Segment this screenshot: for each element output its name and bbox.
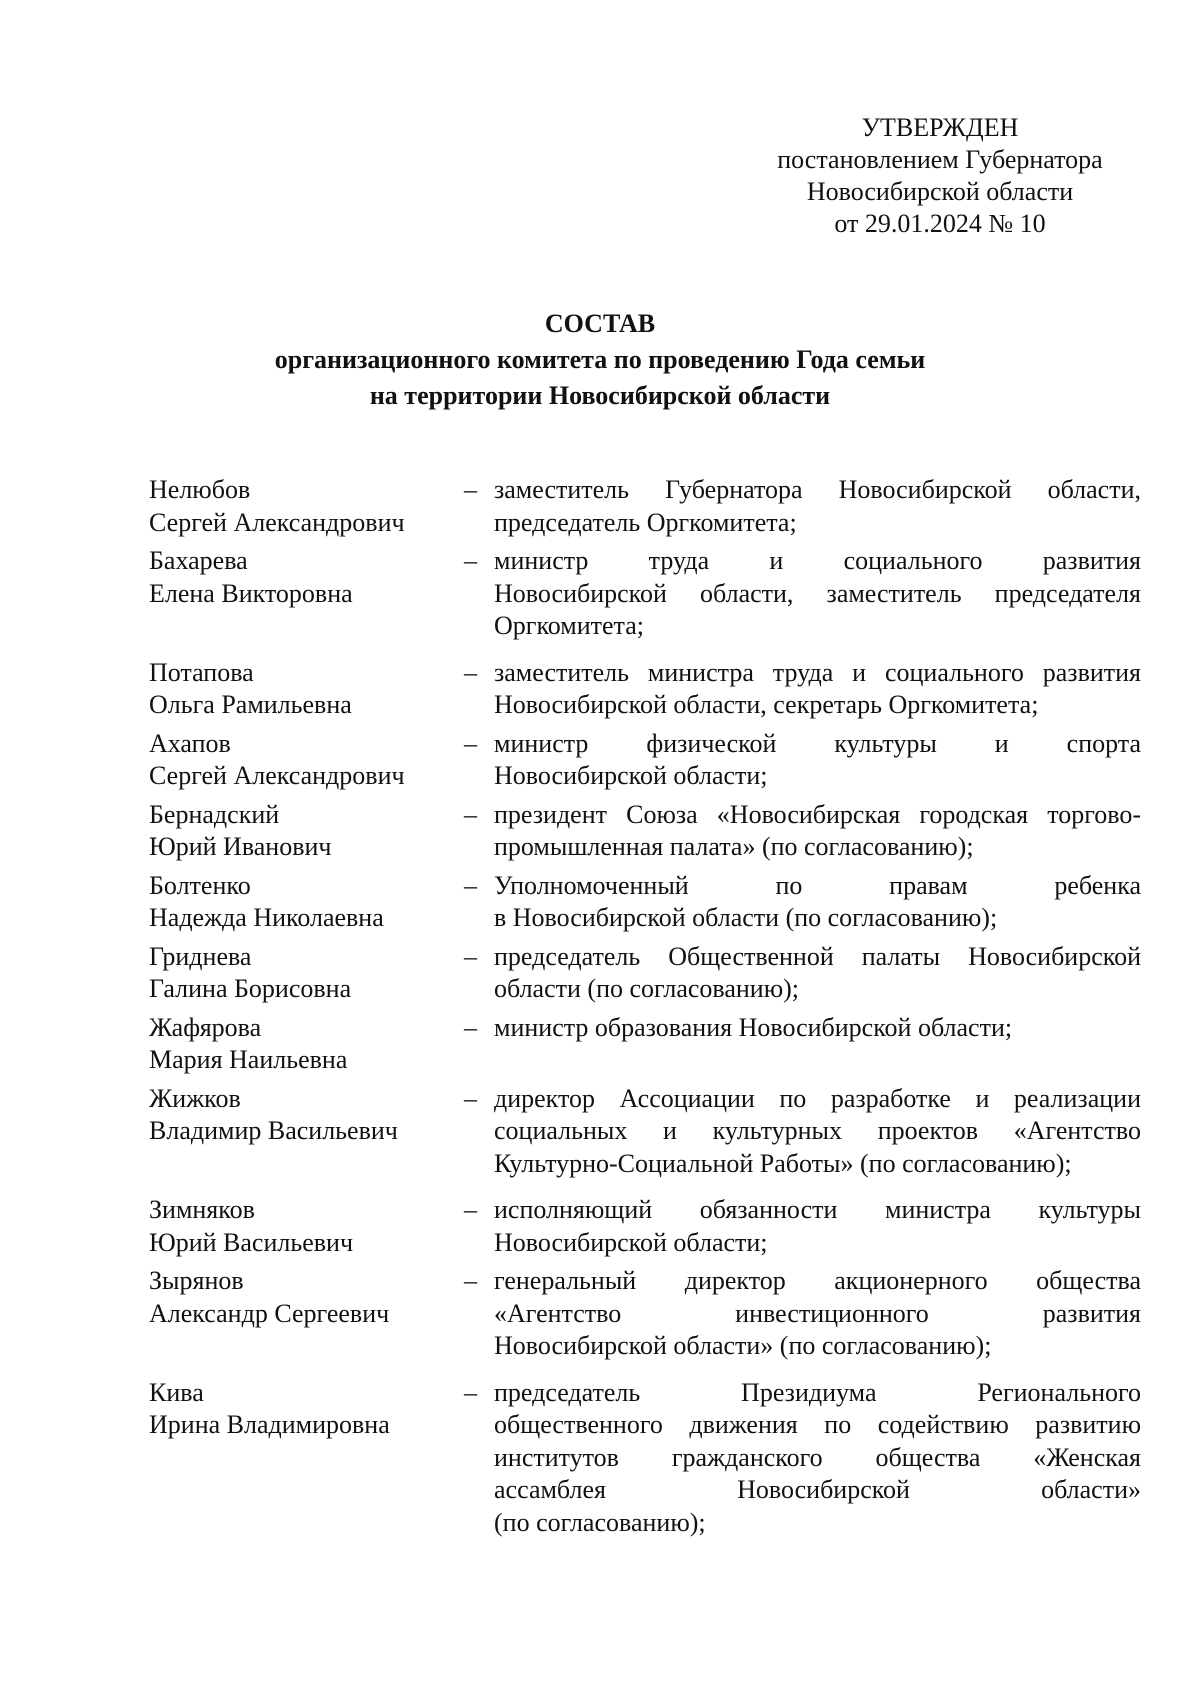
member-role-line: ассамблея Новосибирской области» xyxy=(494,1475,1141,1504)
member-role-line: Новосибирской области, секретарь Оргкомитета; xyxy=(494,690,1039,719)
member-surname: Болтенко xyxy=(149,870,251,900)
member-role xyxy=(494,728,1141,793)
member-name xyxy=(149,728,464,793)
member-name xyxy=(149,799,464,864)
approval-block xyxy=(735,112,1145,240)
member-name xyxy=(149,1377,464,1540)
member-given-name: Сергей Александрович xyxy=(149,507,405,537)
member-given-name: Сергей Александрович xyxy=(149,761,405,790)
member-role-line: Культурно-Социальной Работы» (по согласованию); xyxy=(494,1148,1072,1178)
member-dash: – xyxy=(464,1012,477,1042)
member-role-line: Новосибирской области; xyxy=(494,761,768,790)
member-name xyxy=(149,1012,464,1077)
member-name xyxy=(149,1083,464,1181)
member-surname: Зимняков xyxy=(149,1195,255,1224)
member-given-name: Мария Наильевна xyxy=(149,1045,348,1074)
member-dash: – xyxy=(464,799,477,829)
member-role xyxy=(494,799,1141,864)
member-role-line: институтов гражданского общества «Женская xyxy=(494,1442,1141,1472)
member-role xyxy=(494,1083,1141,1181)
member-surname: Бахарева xyxy=(149,546,248,575)
member-role-line: заместитель министра труда и социального развития xyxy=(494,657,1141,687)
member-given-name: Ирина Владимировна xyxy=(149,1410,390,1439)
member-role xyxy=(494,870,1141,935)
member-role-line: «Агентство инвестиционного развития xyxy=(494,1298,1141,1328)
member-role-line: министр физической культуры и спорта xyxy=(494,728,1141,758)
member-role xyxy=(494,941,1141,1006)
member-row xyxy=(149,1194,1141,1259)
member-surname: Нелюбов xyxy=(149,475,251,504)
member-role-line: председатель Общественной палаты Новосибирской xyxy=(494,941,1141,971)
member-given-name: Елена Викторовна xyxy=(149,578,353,608)
member-surname: Гриднева xyxy=(149,941,252,971)
approval-date-number: от 29.01.2024 № 10 xyxy=(834,209,1046,238)
member-role xyxy=(494,1377,1141,1540)
member-role-line: министр образования Новосибирской области; xyxy=(494,1012,1013,1042)
member-name xyxy=(149,657,464,722)
member-role-line: Новосибирской области; xyxy=(494,1227,768,1257)
member-role-line: области (по согласованию); xyxy=(494,974,800,1003)
member-surname: Ахапов xyxy=(149,728,231,758)
member-row xyxy=(149,799,1141,864)
member-row xyxy=(149,474,1141,539)
member-dash: – xyxy=(464,1266,477,1295)
member-role xyxy=(494,1012,1141,1077)
member-role xyxy=(494,1194,1141,1259)
member-row xyxy=(149,870,1141,935)
member-role-line: генеральный директор акционерного общества xyxy=(494,1266,1141,1295)
member-role-line: Уполномоченный по правам ребенка xyxy=(494,870,1141,900)
member-dash: – xyxy=(464,941,477,971)
member-row xyxy=(149,545,1141,643)
member-name xyxy=(149,474,464,539)
document-title: СОСТАВ xyxy=(544,309,656,338)
member-surname: Кива xyxy=(149,1377,204,1407)
member-dash: – xyxy=(464,657,477,687)
member-role-line: в Новосибирской области (по согласованию); xyxy=(494,903,998,932)
member-given-name: Юрий Васильевич xyxy=(149,1227,354,1257)
member-row xyxy=(149,728,1141,793)
approval-decree: постановлением Губернатора xyxy=(777,145,1103,174)
member-role-line: Оргкомитета; xyxy=(494,611,644,640)
member-dash: – xyxy=(464,1195,477,1224)
member-given-name: Владимир Васильевич xyxy=(149,1116,398,1145)
member-row xyxy=(149,1377,1141,1540)
member-dash: – xyxy=(464,546,477,575)
member-name xyxy=(149,870,464,935)
member-name xyxy=(149,941,464,1006)
member-dash: – xyxy=(464,475,477,504)
member-surname: Жижков xyxy=(149,1083,241,1113)
member-given-name: Галина Борисовна xyxy=(149,974,352,1003)
approval-status: УТВЕРЖДЕН xyxy=(861,113,1019,142)
member-name xyxy=(149,1194,464,1259)
member-role-line: Новосибирской области» (по согласованию); xyxy=(494,1331,992,1360)
document-heading xyxy=(0,306,1200,414)
member-surname: Жафярова xyxy=(149,1012,262,1042)
member-name xyxy=(149,1265,464,1363)
member-row xyxy=(149,1083,1141,1181)
member-given-name: Ольга Рамильевна xyxy=(149,690,352,719)
member-row xyxy=(149,941,1141,1006)
member-role xyxy=(494,474,1141,539)
member-role xyxy=(494,657,1141,722)
member-row xyxy=(149,1265,1141,1363)
member-given-name: Надежда Николаевна xyxy=(149,903,384,932)
member-surname: Зырянов xyxy=(149,1266,244,1295)
member-surname: Бернадский xyxy=(149,799,280,829)
document-subtitle: организационного комитета по проведению Года семьи xyxy=(274,345,926,374)
member-role-line: председатель Президиума Регионального xyxy=(494,1377,1141,1407)
member-role-line: заместитель Губернатора Новосибирской области, xyxy=(494,475,1141,504)
member-dash: – xyxy=(464,870,477,900)
member-surname: Потапова xyxy=(149,657,254,687)
member-role-line: председатель Оргкомитета; xyxy=(494,507,797,537)
member-dash: – xyxy=(464,728,477,758)
member-role-line: социальных и культурных проектов «Агентство xyxy=(494,1116,1141,1145)
member-role-line: (по согласованию); xyxy=(494,1507,706,1537)
member-role-line: директор Ассоциации по разработке и реализации xyxy=(494,1083,1141,1113)
member-role-line: исполняющий обязанности министра культуры xyxy=(494,1195,1141,1224)
member-list xyxy=(149,474,1141,1545)
member-dash: – xyxy=(464,1377,477,1407)
member-role-line: президент Союза «Новосибирская городская торгово- xyxy=(494,799,1141,829)
member-role-line: общественного движения по содействию развитию xyxy=(494,1410,1141,1439)
member-role-line: Новосибирской области, заместитель председателя xyxy=(494,578,1141,608)
member-given-name: Александр Сергеевич xyxy=(149,1298,390,1328)
member-role-line: министр труда и социального развития xyxy=(494,546,1141,575)
member-dash: – xyxy=(464,1083,477,1113)
approval-region: Новосибирской области xyxy=(806,177,1074,206)
member-role xyxy=(494,545,1141,643)
member-role xyxy=(494,1265,1141,1363)
member-row xyxy=(149,1012,1141,1077)
member-name xyxy=(149,545,464,643)
member-row xyxy=(149,657,1141,722)
member-role-line: промышленная палата» (по согласованию); xyxy=(494,832,974,861)
document-subtitle-2: на территории Новосибирской области xyxy=(369,381,831,410)
member-given-name: Юрий Иванович xyxy=(149,832,332,861)
